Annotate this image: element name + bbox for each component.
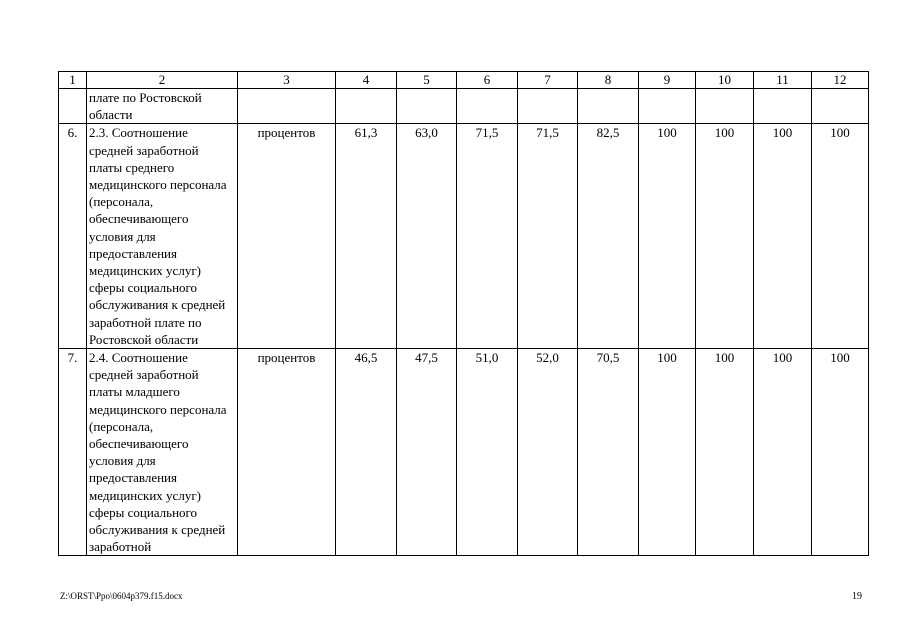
header-cell: 11 [754, 72, 812, 89]
value-cell: 100 [696, 349, 754, 556]
header-cell: 7 [518, 72, 578, 89]
value-cell [518, 89, 578, 124]
indicator-description: 2.3. Соотношение средней заработной платы среднего медицинского персонала (персонала, обеспечивающего условия для предоставления медицинских услуг) сферы социального обслуживания к средней заработной плате по Ростовской области [87, 124, 238, 349]
value-cell: 82,5 [578, 124, 639, 349]
header-cell: 2 [87, 72, 238, 89]
value-cell: 100 [754, 349, 812, 556]
table-row [59, 349, 869, 556]
value-cell: 70,5 [578, 349, 639, 556]
value-cell: 100 [812, 124, 869, 349]
value-cell: 52,0 [518, 349, 578, 556]
value-cell: 71,5 [457, 124, 518, 349]
value-cell [457, 89, 518, 124]
footer-file-path: Z:\ORST\Ppo\0604p379.f15.docx [60, 591, 183, 601]
value-cell: 100 [639, 349, 696, 556]
row-number: 6. [59, 124, 87, 349]
value-cell: 100 [696, 124, 754, 349]
row-number [59, 89, 87, 124]
value-cell: 51,0 [457, 349, 518, 556]
value-cell [397, 89, 457, 124]
unit-cell: процентов [238, 124, 336, 349]
page-number: 19 [852, 591, 862, 602]
value-cell [754, 89, 812, 124]
value-cell [578, 89, 639, 124]
value-cell [336, 89, 397, 124]
value-cell: 71,5 [518, 124, 578, 349]
header-cell: 5 [397, 72, 457, 89]
value-cell: 100 [812, 349, 869, 556]
unit-cell: процентов [238, 349, 336, 556]
header-cell: 6 [457, 72, 518, 89]
header-cell: 3 [238, 72, 336, 89]
table-row [59, 89, 869, 124]
value-cell [812, 89, 869, 124]
header-cell: 10 [696, 72, 754, 89]
indicator-description: плате по Ростовской области [87, 89, 238, 124]
header-cell: 8 [578, 72, 639, 89]
header-cell: 12 [812, 72, 869, 89]
value-cell: 100 [639, 124, 696, 349]
value-cell: 61,3 [336, 124, 397, 349]
value-cell [639, 89, 696, 124]
table-row [59, 124, 869, 349]
header-row [59, 72, 869, 89]
header-cell: 4 [336, 72, 397, 89]
header-cell: 1 [59, 72, 87, 89]
value-cell: 100 [754, 124, 812, 349]
header-cell: 9 [639, 72, 696, 89]
value-cell: 46,5 [336, 349, 397, 556]
indicator-description: 2.4. Соотношение средней заработной платы младшего медицинского персонала (персонала, обеспечивающего условия для предоставления медицинских услуг) сферы социального обслуживания к средней заработной [87, 349, 238, 556]
data-table [58, 71, 869, 556]
row-number: 7. [59, 349, 87, 556]
unit-cell [238, 89, 336, 124]
value-cell [696, 89, 754, 124]
value-cell: 47,5 [397, 349, 457, 556]
value-cell: 63,0 [397, 124, 457, 349]
